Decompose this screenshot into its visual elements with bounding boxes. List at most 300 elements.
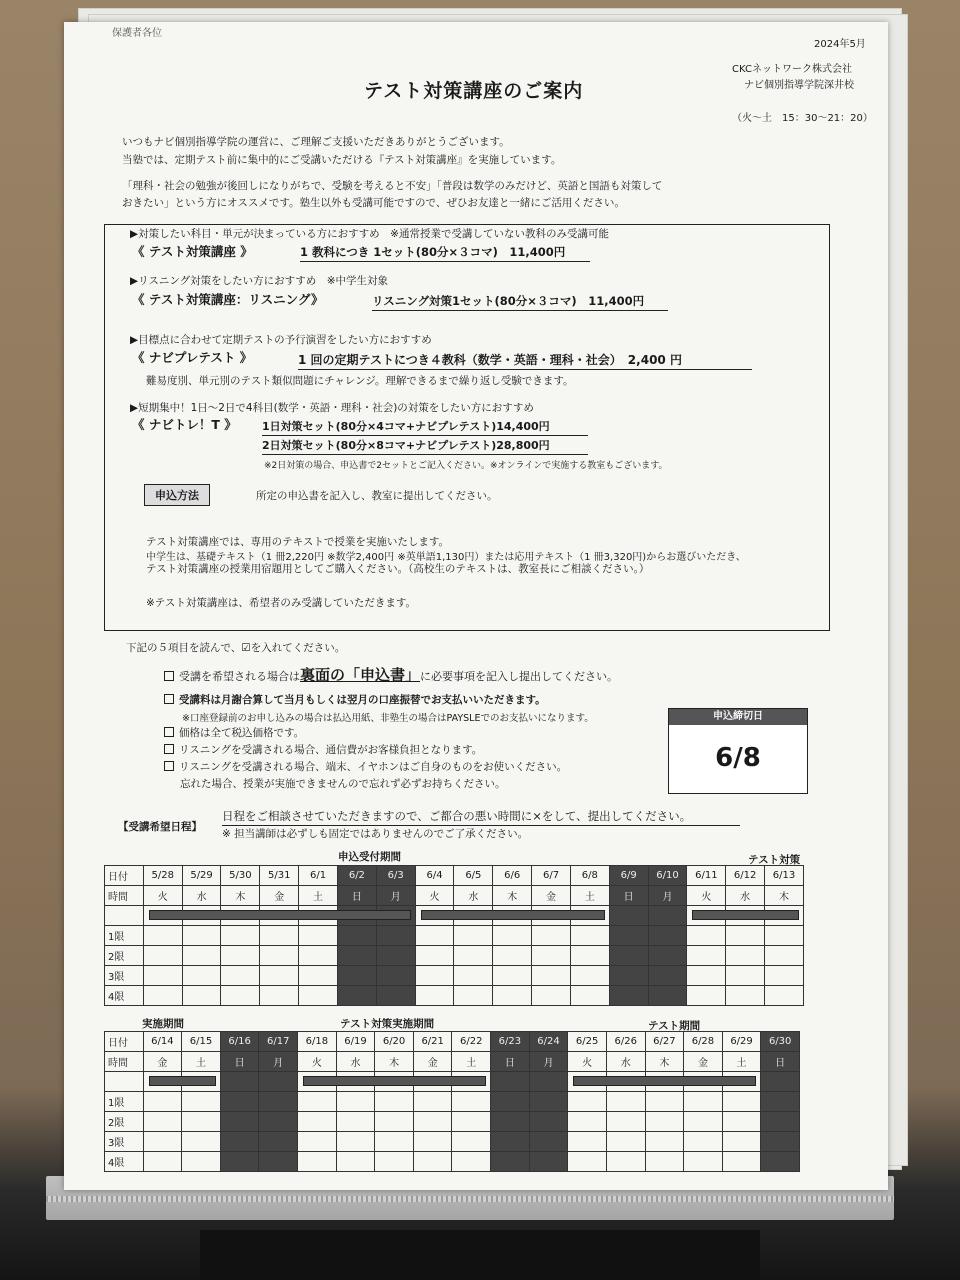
- weekday-cell: 日: [491, 1052, 530, 1072]
- checkbox[interactable]: [164, 694, 174, 704]
- course-3-note: ▶目標点に合わせて定期テストの予行演習をしたい方におすすめ: [130, 334, 432, 346]
- schedule-slot[interactable]: [568, 1112, 607, 1132]
- textbook-line-2: 中学生は、基礎テキスト（1 冊2,220円 ※数学2,400円 ※英単語1,130円）または応用テキスト（1 冊3,320円)からお選びいただき、: [146, 552, 746, 563]
- period-arrow: [149, 910, 411, 920]
- row-label-blank: [105, 1072, 144, 1092]
- item-1-post: に必要事項を記入し提出してください。: [420, 670, 619, 683]
- schedule-slot[interactable]: [529, 1092, 568, 1112]
- schedule-slot[interactable]: [684, 1092, 723, 1112]
- schedule-slot[interactable]: [765, 986, 804, 1006]
- schedule-slot[interactable]: [143, 926, 182, 946]
- row-label-time: 時間: [105, 886, 144, 906]
- period-label-test-prep: テスト対策: [748, 854, 801, 866]
- schedule-slot[interactable]: [259, 1112, 298, 1132]
- weekday-cell: 金: [260, 886, 299, 906]
- item-5-text: リスニングを受講される場合、端末、イヤホンはご自身のものをお使いください。: [179, 761, 568, 773]
- deadline-label: 申込締切日: [669, 709, 807, 725]
- schedule-slot[interactable]: [761, 1132, 800, 1152]
- apply-method-text: 所定の申込書を記入し、教室に提出してください。: [256, 490, 498, 502]
- schedule-slot[interactable]: [220, 1152, 259, 1172]
- date-cell: 6/22: [452, 1032, 491, 1052]
- schedule-slot[interactable]: [375, 1152, 414, 1172]
- schedule-slot[interactable]: [143, 1152, 182, 1172]
- weekday-cell: 日: [220, 1052, 259, 1072]
- date-cell: 6/3: [376, 866, 415, 886]
- schedule-slot[interactable]: [491, 1092, 530, 1112]
- weekday-cell: 金: [413, 1052, 452, 1072]
- weekday-cell: 金: [143, 1052, 182, 1072]
- schedule-slot[interactable]: [182, 1152, 221, 1172]
- date-cell: 6/25: [568, 1032, 607, 1052]
- period-label: 4限: [105, 986, 144, 1006]
- course-3-price: 1 回の定期テストにつき４教科（数学・英語・理科・社会） 2,400 円: [298, 351, 752, 370]
- date-cell: 6/10: [648, 866, 687, 886]
- schedule-slot[interactable]: [452, 1152, 491, 1172]
- schedule-slot[interactable]: [143, 1112, 182, 1132]
- schedule-slot[interactable]: [529, 1112, 568, 1132]
- weekday-cell: 日: [609, 886, 648, 906]
- item-2-text: 受講料は月謝合算して当月もしくは翌月の口座振替でお支払いいただきます。: [179, 694, 546, 706]
- period-label: 1限: [105, 1092, 144, 1112]
- period-row: [105, 946, 804, 966]
- period-row: [105, 966, 804, 986]
- date-cell: 6/1: [299, 866, 338, 886]
- weekday-cell: 火: [298, 1052, 337, 1072]
- weekday-row: [105, 1052, 800, 1072]
- schedule-slot[interactable]: [570, 946, 609, 966]
- schedule-slot[interactable]: [375, 1132, 414, 1152]
- schedule-slot[interactable]: [726, 966, 765, 986]
- schedule-slot[interactable]: [765, 946, 804, 966]
- period-row: [105, 1092, 800, 1112]
- date-cell: 6/14: [143, 1032, 182, 1052]
- schedule-slot[interactable]: [606, 1112, 645, 1132]
- date-row: [105, 1032, 800, 1052]
- period-label: 2限: [105, 946, 144, 966]
- weekday-cell: 月: [529, 1052, 568, 1072]
- weekday-cell: 火: [687, 886, 726, 906]
- weekday-cell: 木: [493, 886, 532, 906]
- period-arrow: [303, 1076, 486, 1086]
- item-3-text: 価格は全て税込価格です。: [179, 727, 305, 739]
- schedule-slot[interactable]: [143, 966, 182, 986]
- schedule-slot[interactable]: [687, 946, 726, 966]
- course-1-name: 《 テスト対策講座 》: [132, 244, 253, 259]
- checklist-item-2-note: ※口座登録前のお申し込みの場合は払込用紙、非塾生の場合はPAYSLEでのお支払いになります。: [182, 713, 594, 724]
- schedule-slot[interactable]: [299, 986, 338, 1006]
- schedule-slot[interactable]: [722, 1152, 761, 1172]
- item-1-emphasis: 裏面の「申込書」: [300, 666, 421, 684]
- schedule-slot[interactable]: [761, 1152, 800, 1172]
- schedule-slot[interactable]: [570, 926, 609, 946]
- apply-method-label: 申込方法: [144, 484, 210, 506]
- office-hours: （火～土 15：30～21：20）: [732, 113, 873, 124]
- textbook-line-1: テスト対策講座では、専用のテキストで授業を実施いたします。: [146, 536, 450, 548]
- schedule-slot[interactable]: [529, 1152, 568, 1172]
- period-label-application: 申込受付期間: [338, 851, 401, 863]
- schedule-slot[interactable]: [259, 1132, 298, 1152]
- schedule-slot[interactable]: [298, 1092, 337, 1112]
- schedule-slot[interactable]: [182, 1092, 221, 1112]
- weekday-cell: 火: [143, 886, 182, 906]
- schedule-slot[interactable]: [182, 966, 221, 986]
- period-label: 4限: [105, 1152, 144, 1172]
- date-cell: 6/20: [375, 1032, 414, 1052]
- row-label-time: 時間: [105, 1052, 144, 1072]
- date-cell: 6/5: [454, 866, 493, 886]
- date-cell: 6/16: [220, 1032, 259, 1052]
- date-cell: 6/4: [415, 866, 454, 886]
- date-row: [105, 866, 804, 886]
- date-cell: 6/18: [298, 1032, 337, 1052]
- weekday-row: [105, 886, 804, 906]
- date-cell: 6/27: [645, 1032, 684, 1052]
- weekday-cell: 木: [375, 1052, 414, 1072]
- date-cell: 5/28: [143, 866, 182, 886]
- schedule-table-2: [104, 1031, 800, 1172]
- course-1-note: ▶対策したい科目・単元が決まっている方におすすめ ※通常授業で受講していない教科のみ受講可能: [130, 228, 609, 240]
- course-2-note: ▶リスニング対策をしたい方におすすめ ※中学生対象: [130, 275, 389, 287]
- schedule-slot[interactable]: [570, 966, 609, 986]
- arrow-cell: [648, 906, 687, 926]
- schedule-slot[interactable]: [452, 1132, 491, 1152]
- schedule-slot[interactable]: [415, 926, 454, 946]
- schedule-slot[interactable]: [645, 1092, 684, 1112]
- schedule-slot[interactable]: [722, 1092, 761, 1112]
- schedule-table-1: [104, 865, 804, 1006]
- schedule-slot[interactable]: [687, 926, 726, 946]
- intro-line-1: いつもナビ個別指導学院の運営に、ご理解ご支援いただきありがとうございます。: [122, 136, 510, 148]
- weekday-cell: 火: [568, 1052, 607, 1072]
- arrow-cell: [491, 1072, 530, 1092]
- checklist-intro: 下記の５項目を読んで、☑を入れてください。: [126, 642, 346, 654]
- schedule-slot[interactable]: [298, 1152, 337, 1172]
- schedule-slot[interactable]: [221, 986, 260, 1006]
- date-cell: 5/30: [221, 866, 260, 886]
- checklist-item-5: [164, 759, 567, 774]
- schedule-slot[interactable]: [609, 946, 648, 966]
- schedule-slot[interactable]: [337, 946, 376, 966]
- schedule-slot[interactable]: [568, 1092, 607, 1112]
- weekday-cell: 月: [376, 886, 415, 906]
- schedule-slot[interactable]: [298, 1132, 337, 1152]
- weekday-cell: 土: [182, 1052, 221, 1072]
- schedule-slot[interactable]: [726, 946, 765, 966]
- arrow-cell: [609, 906, 648, 926]
- deadline-box: [668, 708, 808, 794]
- date-cell: 6/11: [687, 866, 726, 886]
- schedule-slot[interactable]: [376, 926, 415, 946]
- schedule-slot[interactable]: [491, 1112, 530, 1132]
- schedule-slot[interactable]: [491, 1132, 530, 1152]
- course-4-note: ▶短期集中！1日～2日で4科目(数学・英語・理科・社会)の対策をしたい方におすすめ: [130, 402, 534, 414]
- schedule-slot[interactable]: [532, 946, 571, 966]
- row-label-blank: [105, 906, 144, 926]
- course-4-desc: ※2日対策の場合、申込書で2セットとご記入ください。※オンラインで実施する教室もございます。: [264, 461, 668, 471]
- item-1-pre: 受講を希望される場合は: [179, 670, 300, 683]
- schedule-slot[interactable]: [336, 1152, 375, 1172]
- checkbox[interactable]: [164, 671, 174, 681]
- top-cut-text: 保護者各位: [112, 28, 162, 39]
- weekday-cell: 木: [765, 886, 804, 906]
- arrow-cell: [259, 1072, 298, 1092]
- date-cell: 6/28: [684, 1032, 723, 1052]
- schedule-slot[interactable]: [298, 1112, 337, 1132]
- schedule-slot[interactable]: [221, 946, 260, 966]
- schedule-slot[interactable]: [376, 986, 415, 1006]
- schedule-slot[interactable]: [182, 986, 221, 1006]
- weekday-cell: 土: [452, 1052, 491, 1072]
- course-1-price: 1 教科につき 1セット(80分×３コマ) 11,400円: [300, 244, 590, 262]
- schedule-slot[interactable]: [648, 986, 687, 1006]
- page-title: テスト対策講座のご案内: [364, 80, 584, 102]
- schedule-slot[interactable]: [260, 926, 299, 946]
- schedule-slot[interactable]: [221, 926, 260, 946]
- date-cell: 5/29: [182, 866, 221, 886]
- schedule-slot[interactable]: [493, 926, 532, 946]
- weekday-cell: 水: [182, 886, 221, 906]
- weekday-cell: 木: [221, 886, 260, 906]
- schedule-instruction: 日程をご相談させていただきますので、ご都合の悪い時間に×をして、提出してください。: [222, 808, 740, 826]
- period-label: 2限: [105, 1112, 144, 1132]
- schedule-slot[interactable]: [143, 1092, 182, 1112]
- weekday-cell: 土: [570, 886, 609, 906]
- schedule-label: 【受講希望日程】: [118, 821, 202, 833]
- weekday-cell: 火: [415, 886, 454, 906]
- period-label-implementation: 実施期間: [142, 1018, 184, 1030]
- date-cell: 6/23: [491, 1032, 530, 1052]
- folder-binding-edge: [46, 1196, 894, 1202]
- checkbox[interactable]: [164, 744, 174, 754]
- schedule-slot[interactable]: [765, 926, 804, 946]
- schedule-slot[interactable]: [375, 1112, 414, 1132]
- schedule-slot[interactable]: [299, 966, 338, 986]
- schedule-slot[interactable]: [182, 926, 221, 946]
- schedule-slot[interactable]: [143, 1132, 182, 1152]
- arrow-cell: [529, 1072, 568, 1092]
- schedule-slot[interactable]: [415, 966, 454, 986]
- date-cell: 6/17: [259, 1032, 298, 1052]
- weekday-cell: 水: [336, 1052, 375, 1072]
- period-arrow: [421, 910, 605, 920]
- schedule-slot[interactable]: [684, 1152, 723, 1172]
- schedule-slot[interactable]: [532, 986, 571, 1006]
- schedule-slot[interactable]: [609, 926, 648, 946]
- schedule-slot[interactable]: [220, 1112, 259, 1132]
- date-cell: 6/15: [182, 1032, 221, 1052]
- schedule-slot[interactable]: [376, 966, 415, 986]
- checklist-item-1: [164, 664, 618, 685]
- period-row: [105, 986, 804, 1006]
- schedule-slot[interactable]: [645, 1132, 684, 1152]
- schedule-slot[interactable]: [609, 986, 648, 1006]
- dark-lower-area: [200, 1230, 760, 1280]
- date-cell: 6/9: [609, 866, 648, 886]
- date-cell: 6/12: [726, 866, 765, 886]
- schedule-slot[interactable]: [336, 1112, 375, 1132]
- period-arrow: [149, 1076, 216, 1086]
- period-label: 3限: [105, 1132, 144, 1152]
- schedule-slot[interactable]: [259, 1092, 298, 1112]
- schedule-slot[interactable]: [493, 946, 532, 966]
- intro-line-2: 当塾では、定期テスト前に集中的にご受講いただける『テスト対策講座』を実施しています。: [122, 154, 562, 166]
- textbook-line-4: ※テスト対策講座は、希望者のみ受講していただきます。: [146, 597, 417, 609]
- date-cell: 6/2: [337, 866, 376, 886]
- schedule-slot[interactable]: [413, 1132, 452, 1152]
- period-arrow: [692, 910, 799, 920]
- date-cell: 6/19: [336, 1032, 375, 1052]
- schedule-slot[interactable]: [299, 926, 338, 946]
- weekday-cell: 土: [722, 1052, 761, 1072]
- schedule-slot[interactable]: [606, 1132, 645, 1152]
- period-label: 1限: [105, 926, 144, 946]
- schedule-slot[interactable]: [260, 946, 299, 966]
- schedule-slot[interactable]: [722, 1132, 761, 1152]
- schedule-slot[interactable]: [454, 926, 493, 946]
- schedule-slot[interactable]: [761, 1112, 800, 1132]
- schedule-slot[interactable]: [491, 1152, 530, 1172]
- schedule-slot[interactable]: [684, 1112, 723, 1132]
- schedule-slot[interactable]: [182, 946, 221, 966]
- date-cell: 5/31: [260, 866, 299, 886]
- schedule-slot[interactable]: [645, 1112, 684, 1132]
- schedule-slot[interactable]: [299, 946, 338, 966]
- schedule-slot[interactable]: [606, 1152, 645, 1172]
- course-4-name: 《 ナビトレ！T 》: [132, 417, 237, 432]
- schedule-slot[interactable]: [722, 1112, 761, 1132]
- period-row: [105, 926, 804, 946]
- schedule-slot[interactable]: [687, 986, 726, 1006]
- course-4-price-1: 1日対策セット(80分×4コマ+ナビプレテスト)14,400円: [262, 418, 588, 436]
- schedule-slot[interactable]: [609, 966, 648, 986]
- checkbox[interactable]: [164, 727, 174, 737]
- schedule-slot[interactable]: [337, 966, 376, 986]
- schedule-slot[interactable]: [415, 946, 454, 966]
- checklist-item-5-line2: 忘れた場合、授業が実施できませんので忘れず必ずお持ちください。: [180, 778, 506, 790]
- schedule-slot[interactable]: [684, 1132, 723, 1152]
- schedule-slot[interactable]: [413, 1112, 452, 1132]
- period-row: [105, 1112, 800, 1132]
- schedule-slot[interactable]: [143, 986, 182, 1006]
- date-cell: 6/29: [722, 1032, 761, 1052]
- course-2-price: リスニング対策1セット(80分×３コマ) 11,400円: [372, 293, 668, 311]
- schedule-slot[interactable]: [415, 986, 454, 1006]
- schedule-slot[interactable]: [259, 1152, 298, 1172]
- schedule-slot[interactable]: [221, 966, 260, 986]
- weekday-cell: 木: [645, 1052, 684, 1072]
- schedule-slot[interactable]: [182, 1112, 221, 1132]
- schedule-slot[interactable]: [726, 986, 765, 1006]
- schedule-slot[interactable]: [687, 966, 726, 986]
- schedule-slot[interactable]: [260, 986, 299, 1006]
- date-cell: 6/6: [493, 866, 532, 886]
- weekday-cell: 日: [761, 1052, 800, 1072]
- date-cell: 6/26: [606, 1032, 645, 1052]
- arrow-cell: [220, 1072, 259, 1092]
- date-cell: 6/21: [413, 1032, 452, 1052]
- schedule-slot[interactable]: [532, 926, 571, 946]
- date-cell: 6/8: [570, 866, 609, 886]
- weekday-cell: 土: [299, 886, 338, 906]
- schedule-slot[interactable]: [493, 966, 532, 986]
- weekday-cell: 月: [648, 886, 687, 906]
- schedule-slot[interactable]: [454, 986, 493, 1006]
- schedule-slot[interactable]: [337, 986, 376, 1006]
- course-3-desc: 難易度別、単元別のテスト類似問題にチャレンジ。理解できるまで繰り返し受験できます。: [146, 375, 574, 387]
- schedule-slot[interactable]: [568, 1152, 607, 1172]
- row-label-date: 日付: [105, 866, 144, 886]
- intro-line-4: おきたい」という方にオススメです。塾生以外も受講可能ですので、ぜひお友達と一緒にご活用ください。: [122, 197, 625, 209]
- school-name: ナビ個別指導学院深井校: [744, 80, 854, 91]
- checklist-item-3: [164, 725, 304, 740]
- schedule-slot[interactable]: [454, 966, 493, 986]
- date-cell: 6/7: [532, 866, 571, 886]
- schedule-slot[interactable]: [220, 1092, 259, 1112]
- schedule-slot[interactable]: [570, 986, 609, 1006]
- schedule-slot[interactable]: [337, 926, 376, 946]
- weekday-cell: 水: [454, 886, 493, 906]
- schedule-slot[interactable]: [260, 966, 299, 986]
- schedule-slot[interactable]: [568, 1132, 607, 1152]
- weekday-cell: 金: [532, 886, 571, 906]
- date-cell: 6/13: [765, 866, 804, 886]
- textbook-line-3: テスト対策講座の授業用宿題用としてご購入ください。（高校生のテキストは、教室長にご相談ください。）: [146, 563, 650, 575]
- schedule-slot[interactable]: [726, 926, 765, 946]
- schedule-slot[interactable]: [336, 1132, 375, 1152]
- course-4-price-2: 2日対策セット(80分×8コマ+ナビプレテスト)28,800円: [262, 437, 588, 455]
- course-3-name: 《 ナビプレテスト 》: [132, 350, 253, 365]
- schedule-slot[interactable]: [645, 1152, 684, 1172]
- schedule-slot[interactable]: [452, 1092, 491, 1112]
- schedule-slot[interactable]: [375, 1092, 414, 1112]
- schedule-slot[interactable]: [529, 1132, 568, 1152]
- schedule-slot[interactable]: [143, 946, 182, 966]
- arrow-cell: [761, 1072, 800, 1092]
- deadline-date: 6/8: [715, 743, 761, 773]
- item-4-text: リスニングを受講される場合、通信費がお客様負担となります。: [179, 744, 483, 756]
- weekday-cell: 水: [726, 886, 765, 906]
- schedule-slot[interactable]: [648, 946, 687, 966]
- period-label-test-prep-implementation: テスト対策実施期間: [340, 1018, 435, 1030]
- schedule-slot[interactable]: [452, 1112, 491, 1132]
- period-row: [105, 1132, 800, 1152]
- checklist-item-2: [164, 692, 546, 707]
- schedule-note: ※ 担当講師は必ずしも固定ではありませんのでご了承ください。: [222, 828, 529, 840]
- weekday-cell: 水: [606, 1052, 645, 1072]
- schedule-slot[interactable]: [413, 1152, 452, 1172]
- schedule-slot[interactable]: [220, 1132, 259, 1152]
- schedule-slot[interactable]: [182, 1132, 221, 1152]
- intro-line-3: 「理科・社会の勉強が後回しになりがちで、受験を考えると不安」「普段は数学のみだけど、英語と国語も対策して: [122, 180, 663, 192]
- schedule-slot[interactable]: [532, 966, 571, 986]
- period-label: 3限: [105, 966, 144, 986]
- schedule-slot[interactable]: [765, 966, 804, 986]
- checklist-item-4: [164, 742, 482, 757]
- schedule-slot[interactable]: [761, 1092, 800, 1112]
- row-label-date: 日付: [105, 1032, 144, 1052]
- course-2-name: 《 テスト対策講座：リスニング》: [132, 292, 324, 307]
- schedule-slot[interactable]: [493, 986, 532, 1006]
- schedule-slot[interactable]: [413, 1092, 452, 1112]
- weekday-cell: 金: [684, 1052, 723, 1072]
- schedule-slot[interactable]: [376, 946, 415, 966]
- schedule-slot[interactable]: [648, 926, 687, 946]
- schedule-slot[interactable]: [606, 1092, 645, 1112]
- schedule-slot[interactable]: [336, 1092, 375, 1112]
- checkbox[interactable]: [164, 761, 174, 771]
- schedule-slot[interactable]: [648, 966, 687, 986]
- schedule-slot[interactable]: [454, 946, 493, 966]
